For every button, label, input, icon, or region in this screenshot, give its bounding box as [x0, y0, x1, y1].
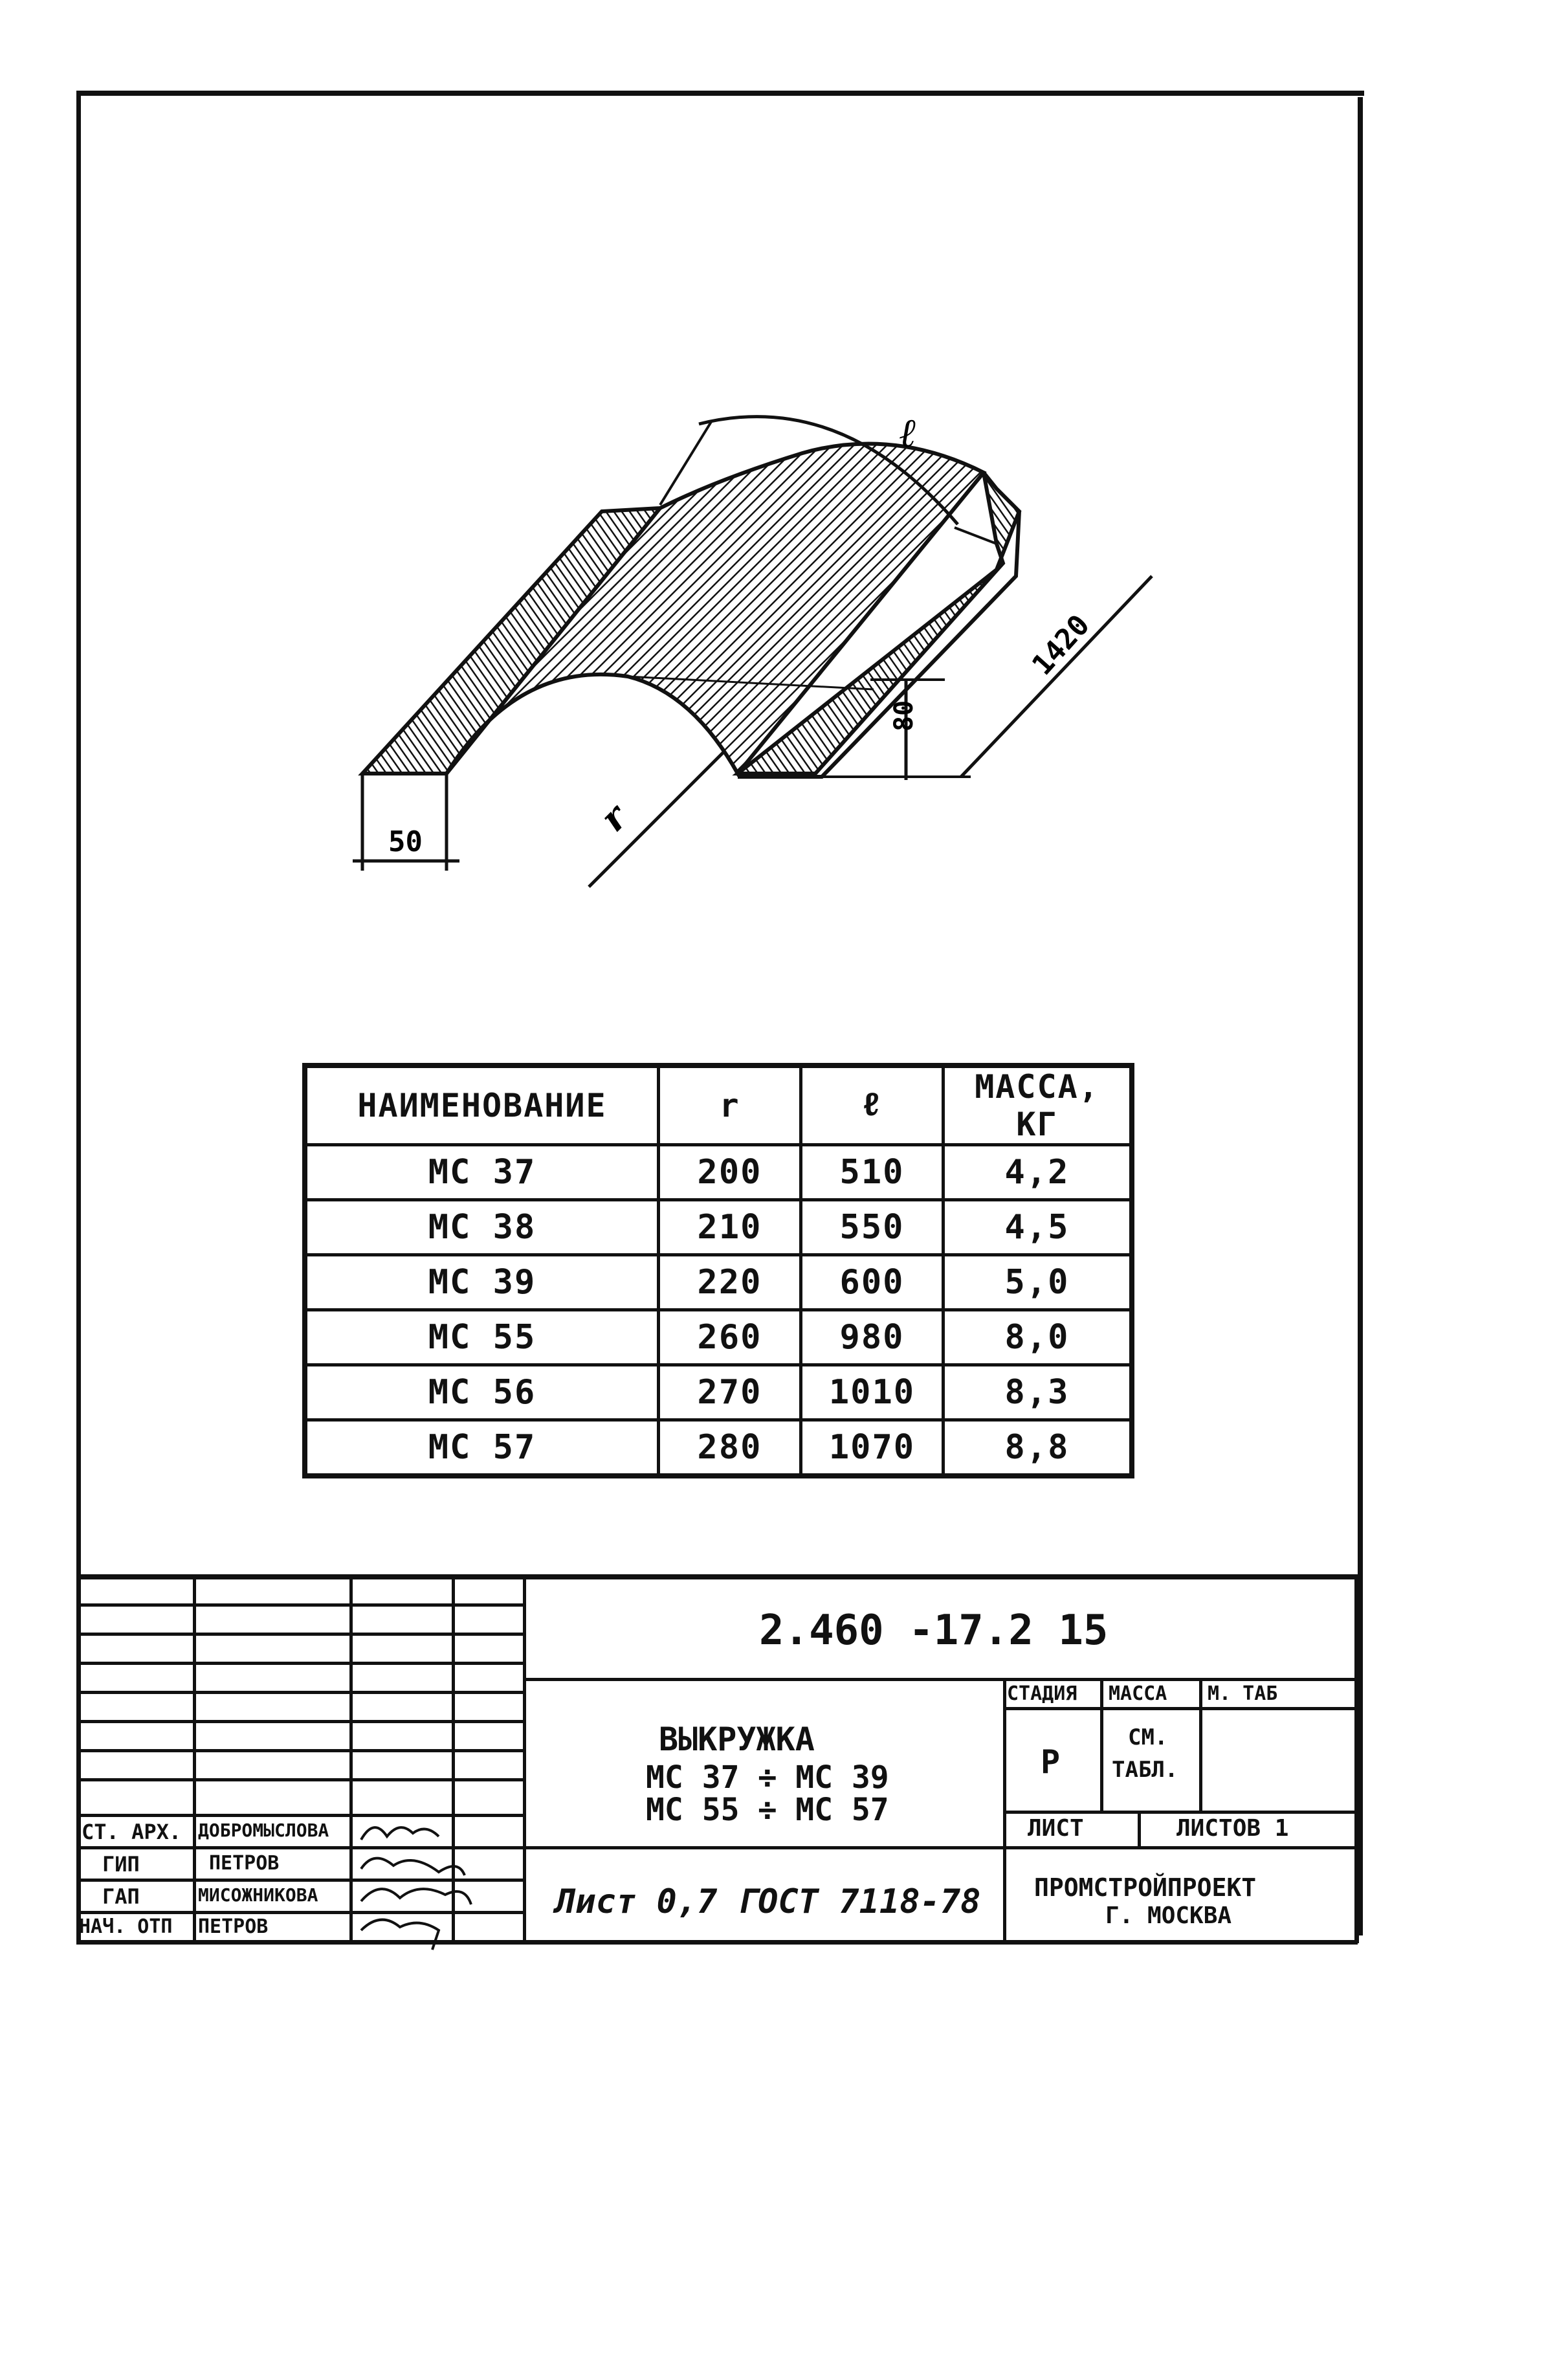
header-mass: МАССА, КГ [944, 1065, 1132, 1145]
table-row [305, 1145, 1132, 1200]
part-drawing [324, 414, 1217, 932]
cell-length: 600 [801, 1255, 944, 1310]
cell-name: МС 37 [305, 1145, 659, 1200]
cell-radius: 200 [659, 1145, 801, 1200]
table-row [305, 1420, 1132, 1477]
cell-length: 1010 [801, 1365, 944, 1420]
mass-value-1: СМ. [1128, 1724, 1168, 1750]
cell-name: МС 57 [305, 1420, 659, 1477]
sheets-label: ЛИСТОВ 1 [1176, 1815, 1289, 1842]
dim-height-label: 80 [889, 700, 919, 731]
cell-mass: 8,8 [944, 1420, 1132, 1477]
handwritten-signatures [355, 1814, 542, 1956]
signature-role: СТ. АРХ. [82, 1820, 182, 1844]
organization-city: Г. МОСКВА [1105, 1902, 1232, 1929]
cell-length: 980 [801, 1310, 944, 1365]
title-block [76, 1574, 1358, 1943]
dim-arc-label: ℓ [900, 414, 917, 456]
signature-role: ГИП [102, 1852, 140, 1877]
stage-value: Р [1041, 1743, 1061, 1781]
table-row [305, 1365, 1132, 1420]
cell-length: 510 [801, 1145, 944, 1200]
table-row [305, 1255, 1132, 1310]
cell-radius: 270 [659, 1365, 801, 1420]
cell-mass: 4,5 [944, 1200, 1132, 1255]
cell-mass: 4,2 [944, 1145, 1132, 1200]
header-length: ℓ [801, 1065, 944, 1145]
signature-name: МИСОЖНИКОВА [198, 1884, 318, 1906]
document-code: 2.460 -17.2 15 [759, 1607, 1109, 1655]
cell-length: 550 [801, 1200, 944, 1255]
mass-header: МАССА [1109, 1682, 1167, 1705]
table-row [305, 1200, 1132, 1255]
table-row [305, 1310, 1132, 1365]
cell-name: МС 56 [305, 1365, 659, 1420]
header-radius: r [659, 1065, 801, 1145]
table-header-row [305, 1065, 1132, 1145]
cell-name: МС 55 [305, 1310, 659, 1365]
cell-mass: 8,0 [944, 1310, 1132, 1365]
cell-radius: 260 [659, 1310, 801, 1365]
part-subtitle-2: МС 55 ÷ МС 57 [646, 1792, 889, 1828]
cell-radius: 220 [659, 1255, 801, 1310]
mass-value-2: ТАБЛ. [1112, 1757, 1178, 1783]
material-spec: Лист 0,7 ГОСТ 7118-78 [555, 1882, 981, 1921]
part-subtitle-1: МС 37 ÷ МС 39 [646, 1759, 889, 1796]
signature-name: ДОБРОМЫСЛОВА [198, 1820, 329, 1841]
stage-header: СТАДИЯ [1007, 1682, 1077, 1705]
dim-length-label: 1420 [1026, 608, 1096, 682]
cell-name: МС 39 [305, 1255, 659, 1310]
dim-width-label: 50 [388, 825, 423, 858]
dim-radius-label: r [591, 796, 636, 840]
signature-role: ГАП [102, 1884, 140, 1909]
cell-length: 1070 [801, 1420, 944, 1477]
signature-role: НАЧ. ОТП [79, 1915, 173, 1938]
cell-mass: 8,3 [944, 1365, 1132, 1420]
frame-top-border [76, 91, 1364, 96]
specification-table [302, 1063, 1134, 1478]
organization-name: ПРОМСТРОЙПРОЕКТ [1034, 1873, 1257, 1902]
cell-radius: 210 [659, 1200, 801, 1255]
scale-header: М. ТАБ [1208, 1682, 1278, 1705]
sheet-label: ЛИСТ [1028, 1815, 1084, 1842]
cell-mass: 5,0 [944, 1255, 1132, 1310]
part-title: ВЫКРУЖКА [659, 1721, 815, 1758]
header-name: НАИМЕНОВАНИЕ [305, 1065, 659, 1145]
signature-name: ПЕТРОВ [209, 1852, 280, 1875]
cell-name: МС 38 [305, 1200, 659, 1255]
signature-name: ПЕТРОВ [198, 1915, 269, 1938]
cell-radius: 280 [659, 1420, 801, 1477]
